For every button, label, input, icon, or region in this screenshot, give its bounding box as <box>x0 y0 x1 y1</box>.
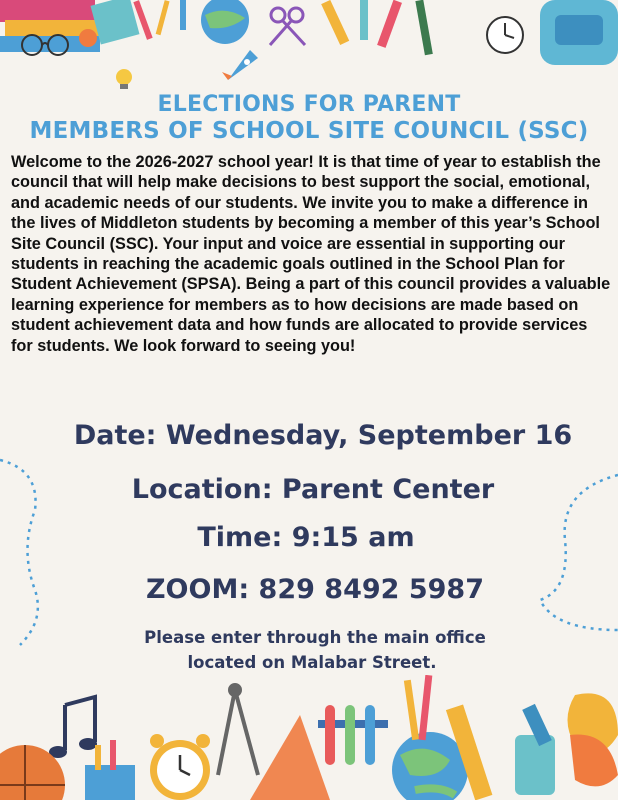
bottom-decoration <box>0 675 618 800</box>
globe-icon <box>201 0 249 44</box>
alarm-clock-icon <box>150 734 210 800</box>
zoom-id: ZOOM: 829 8492 5987 <box>145 574 484 605</box>
title-line-1: ELECTIONS FOR PARENT <box>157 92 461 117</box>
entry-note-line-1: Please enter through the main office <box>144 628 486 647</box>
compass-icon <box>218 685 258 775</box>
scissors-icon <box>270 8 305 45</box>
pencil-icon <box>321 0 433 55</box>
rocket-icon <box>222 50 258 80</box>
event-location: Location: Parent Center <box>131 474 495 505</box>
apple-icon <box>79 29 97 47</box>
welcome-paragraph: Welcome to the 2026-2027 school year! It is that time of year to establish the council that will help make decisions to best support the social, emotional, and academic needs of our students. We invite you to make a difference in the lives of Middleton students by becoming a member of this year’s School Site Council (SSC). Your input and voice are essential in supporting our students in reaching the academic goals outlined in the School Plan for Student Achievement (SPSA). Being a part of this council provides a valuable learning experience for members as to how decisions are made based on student achievement data and how funds are allocated to provide services for students. We look forward to seeing you! <box>11 153 611 355</box>
top-decoration <box>0 0 618 95</box>
paint-brush-icon <box>133 0 186 40</box>
test-tubes-icon <box>318 705 388 765</box>
backpack-icon <box>540 0 618 65</box>
leaf-icon <box>568 693 618 786</box>
event-date: Date: Wednesday, September 16 <box>73 420 573 451</box>
lightbulb-icon <box>116 69 132 89</box>
title-line-2: MEMBERS OF SCHOOL SITE COUNCIL (SSC) <box>29 118 589 144</box>
entry-note-line-2: located on Malabar Street. <box>187 653 437 672</box>
paint-brushes-icon <box>404 675 432 740</box>
clock-icon <box>487 17 523 53</box>
microscope-icon <box>515 704 555 795</box>
event-time: Time: 9:15 am <box>197 522 415 553</box>
music-note-icon <box>49 697 97 758</box>
books-icon <box>0 0 139 52</box>
